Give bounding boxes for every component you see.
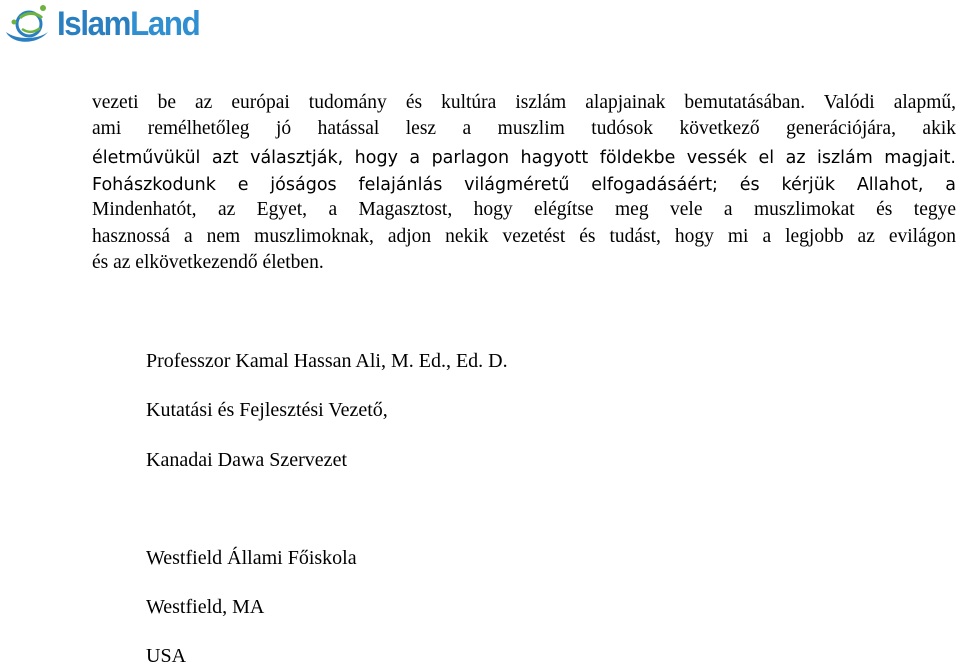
body-line-7: és az elkövetkezendő életben. (92, 252, 324, 273)
signature-school: Westfield Állami Főiskola (146, 547, 357, 569)
globe-emblem-icon (2, 2, 54, 46)
body-line-6: hasznossá a nem muszlimoknak, adjon nekik vezetést és tudást, hogy mi a legjobb az evilágon (92, 226, 956, 247)
body-line-2: ami remélhetőleg jó hatással lesz a muszlim tudósok következő generációjára, akik (92, 118, 956, 139)
signature-name: Professzor Kamal Hassan Ali, M. Ed., Ed. D. (146, 350, 508, 372)
signature-title: Kutatási és Fejlesztési Vezető, (146, 399, 388, 421)
islamland-logo (2, 2, 212, 46)
logo-text-islam: Islam (57, 5, 131, 43)
body-line-4: Fohászkodunk e jóságos felajánlás világméretű elfogadásáért; és kérjük Allahot, a (92, 175, 956, 195)
logo-wordmark (57, 2, 199, 46)
body-line-1: vezeti be az európai tudomány és kultúra iszlám alapjainak bemutatásában. Valódi alapmű, (92, 92, 956, 113)
body-line-5: Mindenhatót, az Egyet, a Magasztost, hogy elégítse meg vele a muszlimokat és tegye (92, 199, 956, 220)
signature-organization: Kanadai Dawa Szervezet (146, 449, 347, 471)
signature-city: Westfield, MA (146, 596, 265, 618)
signature-country: USA (146, 645, 187, 667)
logo-text-land: Land (130, 5, 200, 43)
body-line-3: életművükül azt választják, hogy a parlagon hagyott földekbe vessék el az iszlám magjait. (92, 148, 956, 168)
